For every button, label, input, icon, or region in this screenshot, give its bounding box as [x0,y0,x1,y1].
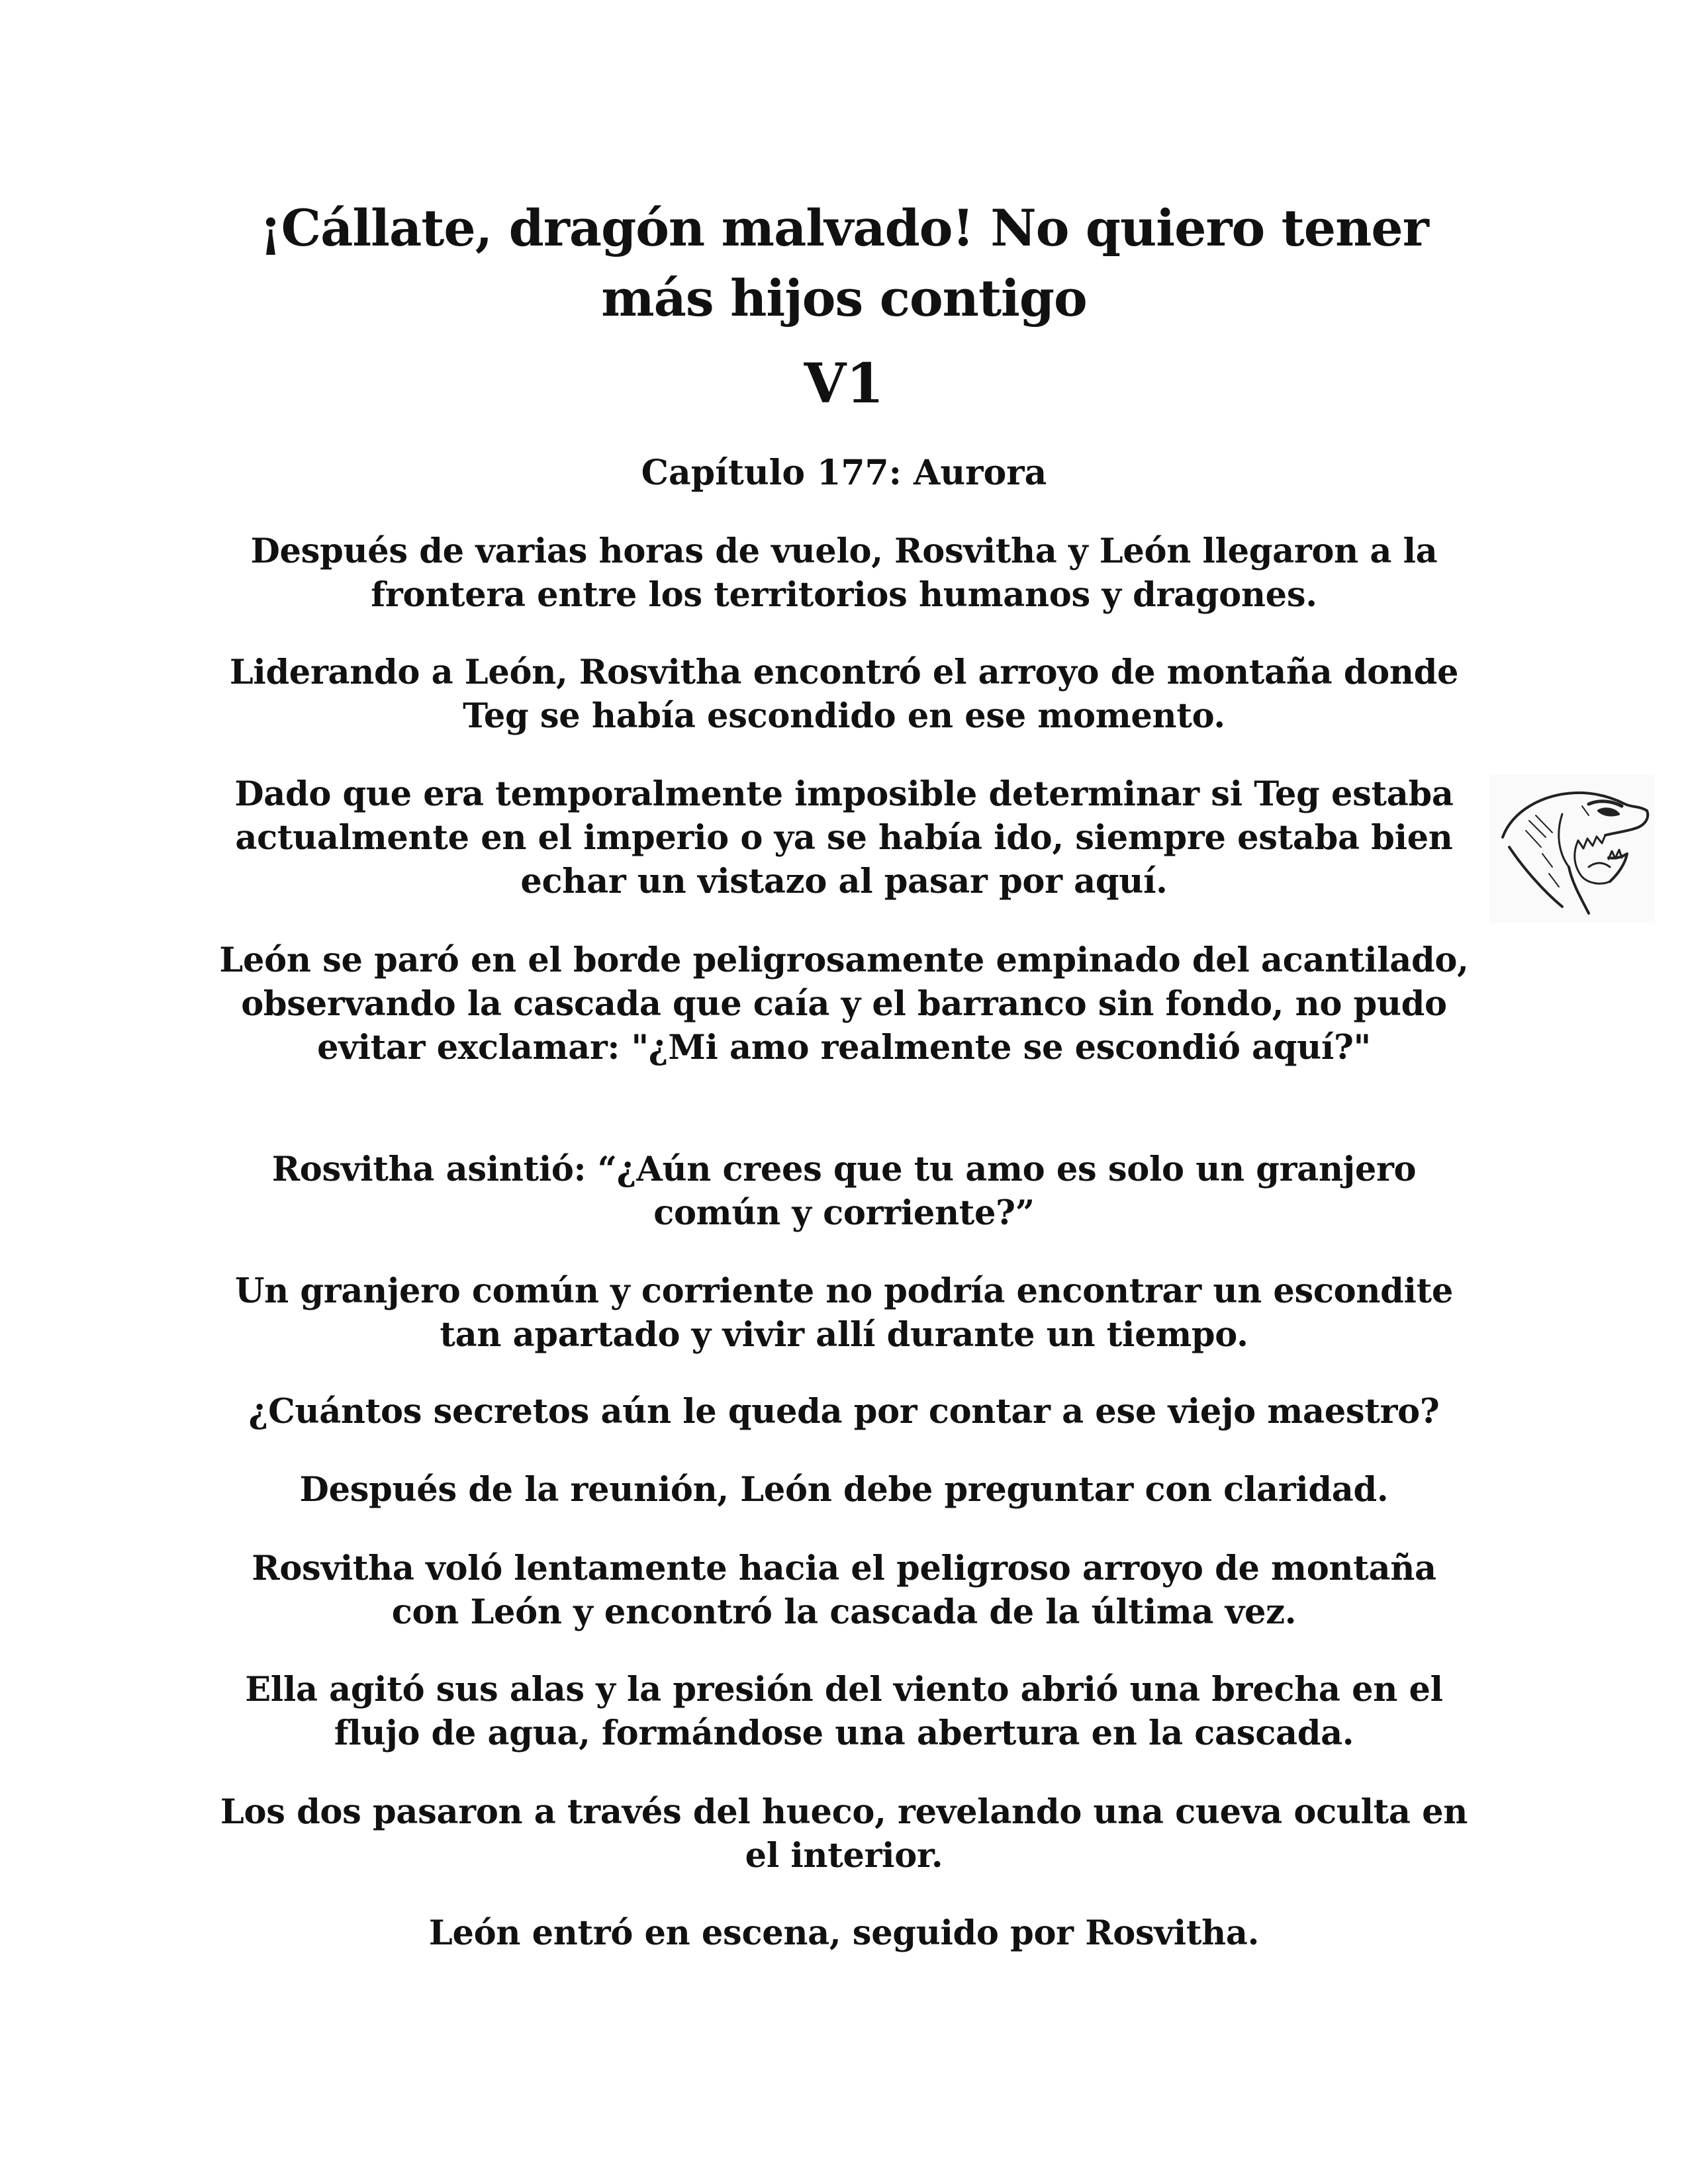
paragraph-1: Después de varias horas de vuelo, Rosvitha y León llegaron a la frontera entre los territorios humanos y dragones. [250,531,1438,615]
paragraph-2: Liderando a León, Rosvitha encontró el arroyo de montaña donde Teg se había escondido en ese momento. [229,653,1459,736]
volume-label: V1 [804,352,884,416]
dragon-head-icon [1489,774,1655,923]
paragraph-6: Un granjero común y corriente no podría encontrar un escondite tan apartado y vivir allí durante un tiempo. [235,1271,1453,1355]
paragraph-10: Ella agitó sus alas y la presión del viento abrió una brecha en el flujo de agua, formándose una abertura en la cascada. [245,1670,1443,1753]
paragraph-12: León entró en escena, seguido por Rosvitha. [428,1913,1260,1953]
document-title: ¡Cállate, dragón malvado! No quiero tener más hijos contigo [259,199,1429,328]
paragraph-3: Dado que era temporalmente imposible determinar si Teg estaba actualmente en el imperio o ya se había ido, siempre estaba bien echar un vistazo al pasar por aquí. [234,774,1454,901]
chapter-heading: Capítulo 177: Aurora [641,453,1047,493]
paragraph-5: Rosvitha asintió: “¿Aún crees que tu amo es solo un granjero común y corriente?” [271,1150,1417,1233]
paragraph-7: ¿Cuántos secretos aún le queda por contar a ese viejo maestro? [248,1392,1440,1432]
paragraph-11: Los dos pasaron a través del hueco, revelando una cueva oculta en el interior. [220,1792,1468,1876]
paragraph-9: Rosvitha voló lentamente hacia el peligroso arroyo de montaña con León y encontró la cascada de la última vez. [252,1549,1436,1632]
paragraph-4: León se paró en el borde peligrosamente empinado del acantilado, observando la cascada que caía y el barranco sin fondo, no pudo evitar exclamar: "¿Mi amo realmente se escondió aquí?" [219,940,1469,1068]
paragraph-8: Después de la reunión, León debe preguntar con claridad. [299,1470,1389,1510]
